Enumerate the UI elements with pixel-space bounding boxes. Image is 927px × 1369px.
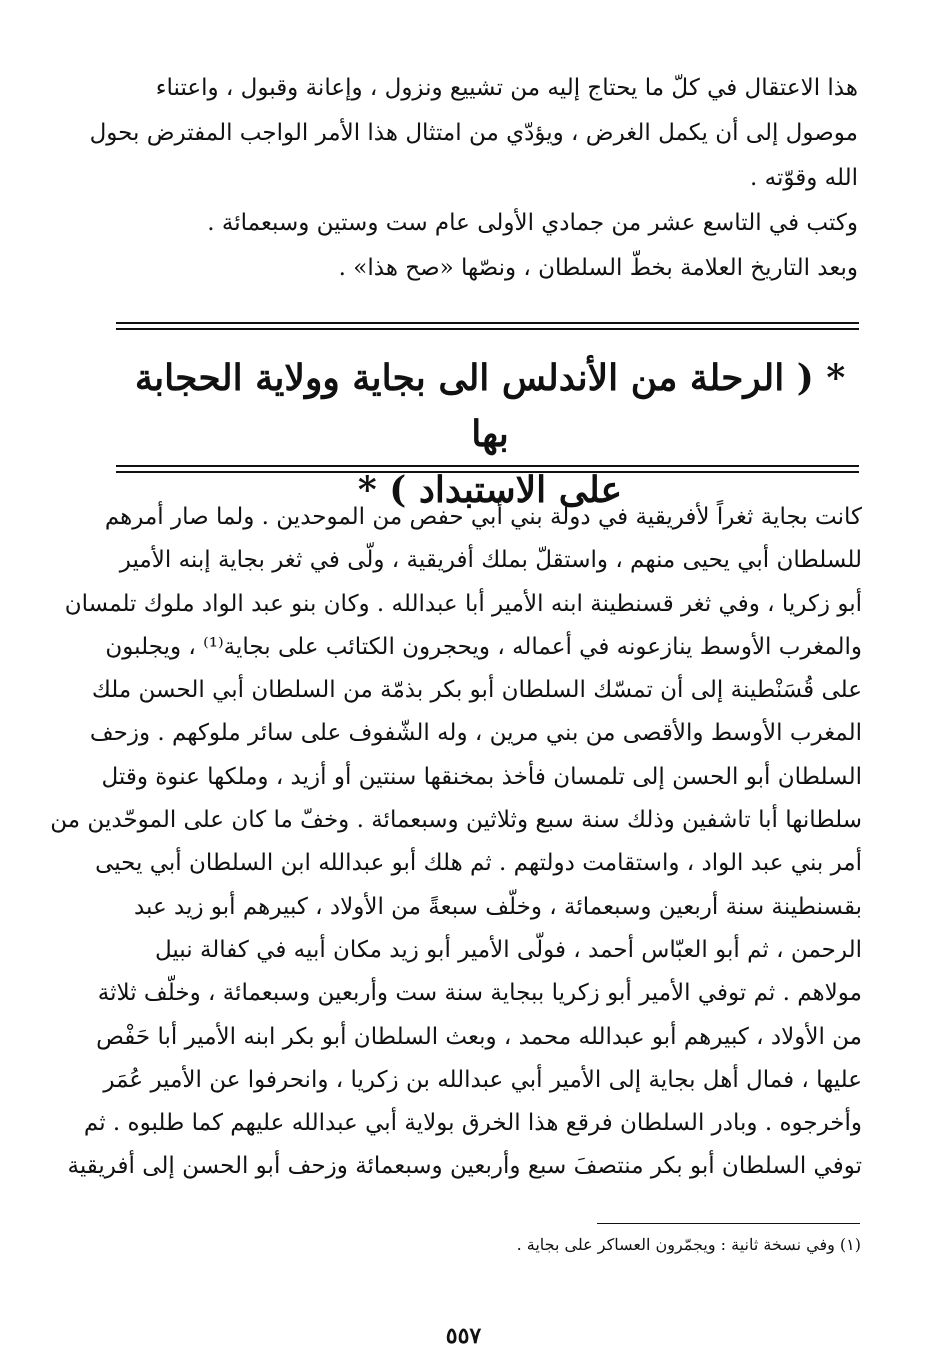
text-line: وأخرجوه . وبادر السلطان فرقع هذا الخرق بولاية أبي عبدالله عليهم كما طلبوه . ثم (83, 1110, 862, 1137)
text-line: الله وقوّته . (750, 165, 858, 191)
page-number: ٥٥٧ (445, 1323, 482, 1349)
text-line: المغرب الأوسط والأقصى من بني مرين ، وله الشّفوف على سائر ملوكهم . وزحف (89, 720, 862, 747)
top-rule (116, 322, 859, 324)
text-line: أمر بني عبد الواد ، واستقامت دولتهم . ثم هلك أبو عبدالله ابن السلطان أبي يحيى (95, 850, 862, 877)
heading-line-2: على الاستبداد ) * (357, 469, 623, 511)
text-line: موصول إلى أن يكمل الغرض ، ويؤدّي من امتثال هذا الأمر الواجب المفترض بحول (89, 120, 858, 146)
text-line: من الأولاد ، كبيرهم أبو عبدالله محمد ، وبعث السلطان أبو بكر ابنه الأمير أبا حَفْص (96, 1023, 862, 1050)
text-line: بقسنطينة سنة أربعين وسبعمائة ، وخلّف سبعةً من الأولاد ، كبيرهم أبو زيد عبد (133, 893, 862, 920)
text-line: وكتب في التاسع عشر من جمادي الأولى عام ست وستين وسبعمائة . (207, 210, 858, 236)
heading-line-1: * ( الرحلة من الأندلس الى بجاية وولاية الحجابة بها (134, 357, 846, 455)
text-line: عليها ، فمال أهل بجاية إلى الأمير أبي عبدالله بن زكريا ، وانحرفوا عن الأمير عُمَر (103, 1066, 862, 1093)
top-rule (116, 328, 859, 330)
body-paragraph (50, 496, 862, 1189)
text-line: سلطانها أبا تاشفين وذلك سنة سبع وثلاثين وسبعمائة . وخفّ ما كان على الموحّدين من (50, 807, 862, 834)
bottom-rule (116, 465, 859, 467)
text-line: على قُسَنْطينة إلى أن تمسّك السلطان أبو بكر بذمّة من السلطان أبي الحسن ملك (91, 677, 862, 704)
text-line: هذا الاعتقال في كلّ ما يحتاج إليه من تشييع ونزول ، وإعانة وقبول ، واعتناء (155, 75, 858, 101)
text-line: وبعد التاريخ العلامة بخطّ السلطان ، ونصّها «صح هذا» . (338, 255, 858, 281)
text-line: توفي السلطان أبو بكر منتصفَ سبع وأربعين وسبعمائة وزحف أبو الحسن إلى أفريقية (67, 1153, 862, 1180)
footnote-separator (597, 1223, 860, 1224)
text-line: أبو زكريا ، وفي ثغر قسنطينة ابنه الأمير أبا عبدالله . وكان بنو عبد الواد ملوك تلمسان (64, 590, 862, 617)
section-heading (130, 350, 850, 518)
text-line: كانت بجاية ثغراً لأفريقية في دولة بني أبي حفص من الموحدين . ولما صار أمرهم (104, 504, 862, 530)
text-line: مولاهم . ثم توفي الأمير أبو زكريا ببجاية سنة ست وأربعين وسبعمائة ، وخلّف ثلاثة (97, 980, 862, 1007)
text-line: الرحمن ، ثم أبو العبّاس أحمد ، فولّى الأمير أبو زيد مكان أبيه في كفالة نبيل (154, 936, 862, 963)
text-line: والمغرب الأوسط ينازعونه في أعماله ، ويحجرون الكتائب على بجاية⁽¹⁾ ، ويجلبون (105, 633, 862, 660)
bottom-rule (116, 471, 859, 473)
text-line: السلطان أبو الحسن إلى تلمسان فأخذ بمخنقها سنتين أو أزيد ، وملكها عنوة وقتل (101, 763, 862, 790)
text-line: للسلطان أبي يحيى منهم ، واستقلّ بملك أفريقية ، ولّى في ثغر بجاية إبنه الأمير (119, 547, 862, 574)
footnote: (١) وفي نسخة ثانية : ويجمّرون العساكر على بجاية . (516, 1235, 861, 1254)
intro-paragraph (89, 66, 858, 291)
